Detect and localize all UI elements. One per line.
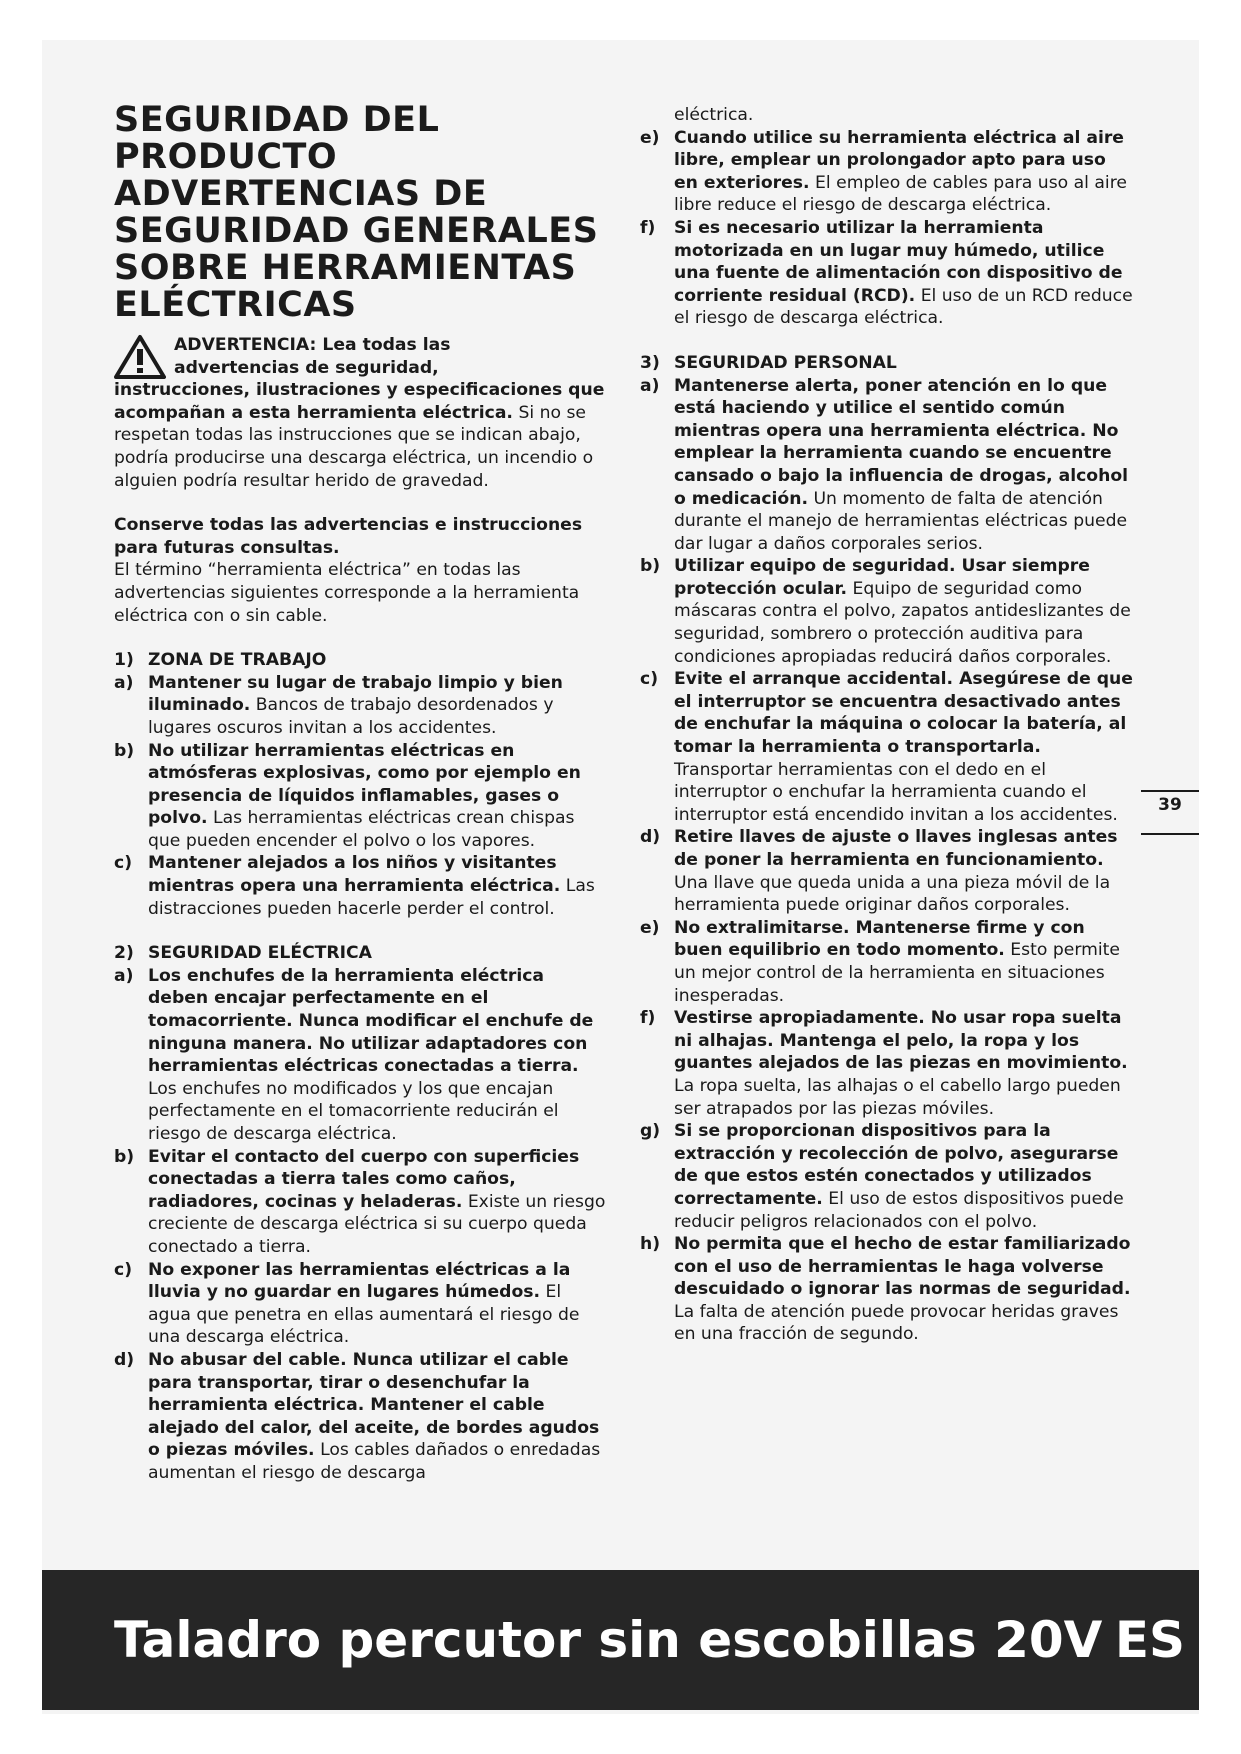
list-item: c) No exponer las herramientas eléctricas a la lluvia y no guardar en lugares húmedos. El agua que penetra en ellas aumentará el riesgo de una descarga eléctrica. [114,1259,580,1348]
list-item: e) No extralimitarse. Mantenerse firme y con buen equilibrio en todo momento. Esto permite un mejor control de la herramienta en situaciones inesperadas. [640,917,1120,1006]
section-electrical-safety [114,942,609,1484]
list-item: b) Evitar el contacto del cuerpo con superficies conectadas a tierra tales como caños, radiadores, cocinas y heladeras. Existe un riesgo creciente de descarga eléctrica si su cuerpo queda conectado a tierra. [114,1146,606,1257]
list-item: a) Mantenerse alerta, poner atención en lo que está haciendo y utilice el sentido común mientras opera una herramienta eléctrica. No emplear la herramienta cuando se encuentre cansado o bajo la influencia de drogas, alcohol o medicación. Un momento de falta de atención durante el manejo de herramientas eléctricas puede dar lugar a daños corporales serios. [640,375,1129,554]
warning-bold-text: instrucciones, ilustraciones y especificaciones que acompañan a esta herramienta eléctrica. [114,380,605,423]
section-personal-safety [640,352,1135,1346]
section-work-area [114,649,609,920]
warning-triangle-icon [114,334,166,380]
list-item: d) No abusar del cable. Nunca utilizar el cable para transportar, tirar o desenchufar la herramienta eléctrica. Mantener el cable alejado del calor, del aceite, de bordes agudos o piezas móviles. Los cables dañados o enredadas aumentan el riesgo de descarga [114,1349,601,1483]
list-item: b) No utilizar herramientas eléctricas en atmósferas explosivas, como por ejemplo en presencia de líquidos inflamables, gases o polvo. Las herramientas eléctricas crean chispas que pueden encender el polvo o los vapores. [114,740,581,851]
footer-bar [42,1570,1199,1710]
warning-heading: ADVERTENCIA: Lea todas las [174,335,451,355]
list-item: f) Vestirse apropiadamente. No usar ropa suelta ni alhajas. Mantenga el pelo, la ropa y los guantes alejados de las piezas en movimiento. La ropa suelta, las alhajas o el cabello largo pueden ser atrapados por las piezas móviles. [640,1008,1128,1119]
list-item: f) Si es necesario utilizar la herramienta motorizada en un lugar muy húmedo, utilice una fuente de alimentación con dispositivo de corriente residual (RCD). El uso de un RCD reduce el riesgo de descarga eléctrica. [640,217,1133,329]
list-item: e) Cuando utilice su herramienta eléctrica al aire libre, emplear un prolongador apto para uso en exteriores. El empleo de cables para uso al aire libre reduce el riesgo de descarga eléctrica. [640,127,1127,216]
language-code: ES [1114,1611,1185,1669]
list-item: d) Retire llaves de ajuste o llaves inglesas antes de poner la herramienta en funcionamiento. Una llave que queda unida a una pieza móvil de la herramienta puede originar daños corporales. [640,827,1118,916]
list-item: a) Mantener su lugar de trabajo limpio y bien iluminado. Bancos de trabajo desordenados y lugares oscuros invitan a los accidentes. [114,672,563,738]
list-item: b) Utilizar equipo de seguridad. Usar siempre protección ocular. Equipo de seguridad como máscaras contra el polvo, zapatos antideslizantes de seguridad, sombrero o protección auditiva para condiciones apropiadas reducirá daños corporales. [640,556,1131,667]
footer-title: Taladro percutor sin escobillas 20V [114,1611,1103,1669]
page-title: SEGURIDAD DEL PRODUCTO ADVERTENCIAS DE SEGURIDAD GENERALES SOBRE HERRAMIENTAS ELÉCTRICAS [114,100,599,325]
continued-text: eléctrica. [674,105,754,125]
list-item: h) No permita que el hecho de estar familiarizado con el uso de herramientas le haga volverse descuidado o ignorar las normas de seguridad. La falta de atención puede provocar heridas graves en una fracción de segundo. [640,1234,1131,1345]
warning-text: Si no se respetan todas las instrucciones que se indican abajo, podría producirse una descarga eléctrica, un incendio o alguien podría resultar herido de gravedad. [114,402,594,491]
warning-heading-2: advertencias de seguridad, [174,357,439,378]
section-heading: 3) SEGURIDAD PERSONAL [640,352,897,373]
list-item: a) Los enchufes de la herramienta eléctrica deben encajar perfectamente en el tomacorriente. Nunca modificar el enchufe de ninguna manera. No utilizar adaptadores con herramientas eléctricas conectadas a tierra. Los enchufes no modificados y los que encajan perfectamente en el tomacorriente reducirán el riesgo de descarga eléctrica. [114,965,594,1144]
section-heading: 1) ZONA DE TRABAJO [114,650,327,671]
list-item: c) Evite el arranque accidental. Asegúrese de que el interruptor se encuentra desactivado antes de enchufar la máquina o colocar la batería, al tomar la herramienta o transportarla. Transportar herramientas con el dedo en el interruptor o enchufar la herramienta cuando el interruptor está encendido invitan a los accidentes. [640,669,1133,825]
conserve-text: El término “herramienta eléctrica” en todas las advertencias siguientes corresponde a la herramienta eléctrica con o sin cable. [114,560,580,626]
page-number-rule-top [1141,790,1199,792]
list-item: g) Si se proporcionan dispositivos para la extracción y recolección de polvo, asegurarse de que estos estén conectados y utilizados correctamente. El uso de estos dispositivos puede reducir peligros relacionados con el polvo. [640,1121,1124,1232]
left-column [114,102,609,1485]
section-heading: 2) SEGURIDAD ELÉCTRICA [114,943,372,964]
warning-block [114,334,609,492]
list-item: c) Mantener alejados a los niños y visitantes mientras opera una herramienta eléctrica. Las distracciones pueden hacerle perder el control. [114,853,595,919]
right-column [640,104,1135,1346]
conserve-bold: Conserve todas las advertencias e instrucciones para futuras consultas. [114,515,583,558]
page-number-rule-bottom [1141,833,1199,835]
page-number: 39 [1158,795,1182,815]
conserve-block [114,514,609,627]
